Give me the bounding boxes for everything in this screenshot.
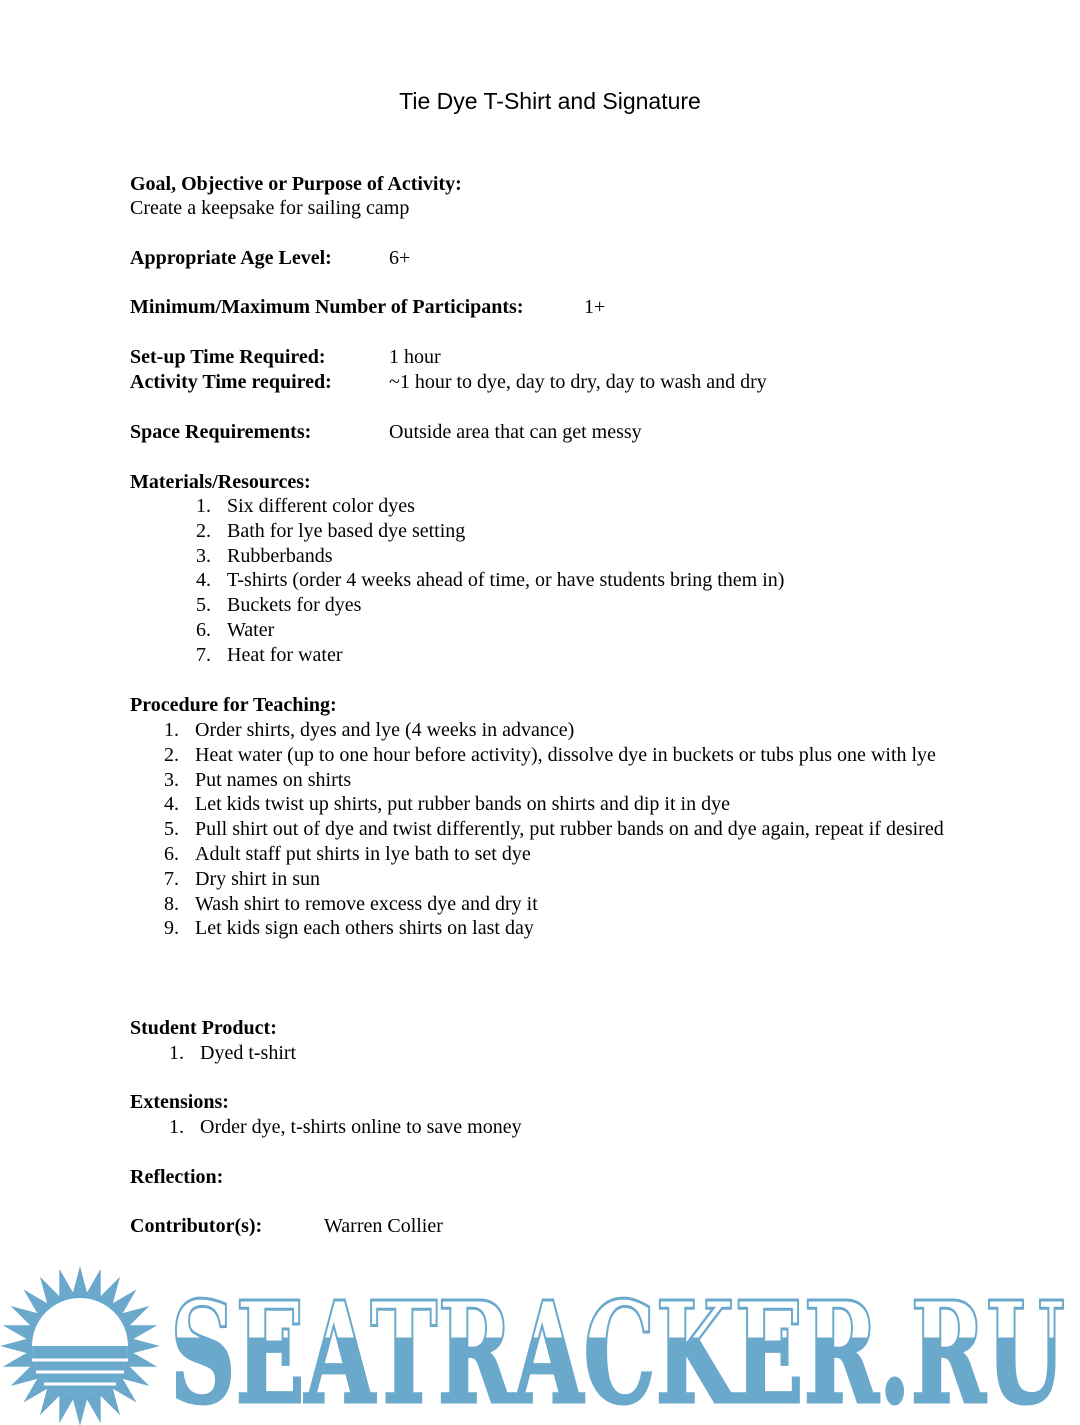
list-item-text: Water: [227, 618, 275, 641]
age-value: 6+: [389, 247, 411, 269]
list-item: [196, 568, 785, 593]
list-item-number: 5.: [196, 594, 211, 617]
activity-time-label: Activity Time required:: [130, 371, 332, 393]
sun-logo-icon: [0, 1266, 160, 1425]
list-item-text: Put names on shirts: [195, 768, 352, 791]
list-item: [164, 916, 985, 941]
list-item-text: Bath for lye based dye setting: [227, 519, 466, 542]
activity-time-value: ~1 hour to dye, day to dry, day to wash and dry: [389, 371, 767, 393]
list-item-number: 6.: [196, 618, 211, 641]
list-item: [196, 544, 784, 569]
list-item-number: 4.: [164, 793, 179, 816]
contributors-value: Warren Collier: [324, 1215, 443, 1237]
list-item-text: Buckets for dyes: [227, 594, 362, 617]
list-item: [196, 519, 784, 544]
list-item-text: Pull shirt out of dye and twist differently, put rubber bands on and dye again, repeat if desired: [195, 818, 944, 841]
list-item: [169, 1041, 297, 1066]
list-item: [196, 643, 784, 668]
list-item-number: 1.: [196, 495, 211, 517]
list-item-number: 5.: [164, 818, 179, 841]
procedure-list: [164, 718, 985, 941]
list-item-text: Six different color dyes: [227, 495, 415, 517]
list-item-number: 2.: [196, 519, 211, 542]
list-item-text: Let kids sign each others shirts on last day: [195, 917, 534, 940]
list-item-text: Let kids twist up shirts, put rubber bands on shirts and dip it in dye: [195, 793, 730, 816]
list-item-text: Wash shirt to remove excess dye and dry it: [195, 892, 538, 915]
list-item-text: Rubberbands: [227, 544, 333, 567]
procedure-label: Procedure for Teaching:: [130, 694, 337, 716]
list-item-number: 1.: [169, 1116, 184, 1138]
watermark-text: SEATRACKER.RU: [170, 1272, 1065, 1425]
list-item: [164, 718, 985, 743]
participants-value: 1+: [584, 296, 606, 318]
setup-value: 1 hour: [389, 346, 441, 368]
list-item-text: Dyed t-shirt: [200, 1042, 297, 1064]
list-item: [164, 817, 985, 842]
goal-value: Create a keepsake for sailing camp: [130, 197, 410, 219]
list-item-number: 8.: [164, 892, 179, 915]
list-item: [164, 867, 985, 892]
list-item-number: 7.: [164, 867, 179, 890]
list-item-text: Order dye, t-shirts online to save money: [200, 1116, 522, 1138]
list-item-number: 4.: [196, 569, 211, 592]
list-item-number: 1.: [164, 719, 179, 741]
list-item-number: 2.: [164, 743, 179, 766]
student-product-list: [169, 1041, 297, 1066]
list-item: [164, 743, 985, 768]
list-item: [196, 494, 784, 519]
participants-label: Minimum/Maximum Number of Participants:: [130, 296, 524, 318]
setup-label: Set-up Time Required:: [130, 346, 326, 368]
extensions-label: Extensions:: [130, 1091, 229, 1113]
goal-label: Goal, Objective or Purpose of Activity:: [130, 173, 462, 195]
list-item-number: 7.: [196, 643, 211, 666]
student-product-label: Student Product:: [130, 1017, 277, 1039]
list-item: [196, 618, 784, 643]
list-item: [169, 1115, 522, 1140]
list-item: [196, 593, 784, 618]
document-title: Tie Dye T-Shirt and Signature: [399, 88, 701, 114]
space-value: Outside area that can get messy: [389, 421, 642, 443]
list-item: [164, 768, 985, 793]
list-item-number: 3.: [164, 768, 179, 791]
list-item: [164, 842, 985, 867]
seatracker-watermark: [0, 1262, 1080, 1425]
list-item-number: 6.: [164, 842, 179, 865]
list-item-text: Order shirts, dyes and lye (4 weeks in advance): [195, 719, 575, 741]
list-item-number: 1.: [169, 1042, 184, 1064]
list-item: [164, 892, 985, 917]
extensions-list: [169, 1115, 522, 1140]
list-item-text: Adult staff put shirts in lye bath to set dye: [195, 842, 531, 865]
age-label: Appropriate Age Level:: [130, 247, 332, 269]
list-item-number: 3.: [196, 544, 211, 567]
list-item-text: T-shirts (order 4 weeks ahead of time, or have students bring them in): [227, 569, 785, 592]
space-label: Space Requirements:: [130, 421, 312, 443]
list-item: [164, 792, 985, 817]
list-item-text: Dry shirt in sun: [195, 867, 320, 890]
contributors-label: Contributor(s):: [130, 1215, 263, 1237]
list-item-number: 9.: [164, 917, 179, 940]
materials-list: [196, 494, 785, 668]
reflection-label: Reflection:: [130, 1166, 224, 1188]
list-item-text: Heat for water: [227, 643, 343, 666]
list-item-text: Heat water (up to one hour before activity), dissolve dye in buckets or tubs plus one with lye: [195, 743, 936, 766]
materials-label: Materials/Resources:: [130, 471, 311, 493]
